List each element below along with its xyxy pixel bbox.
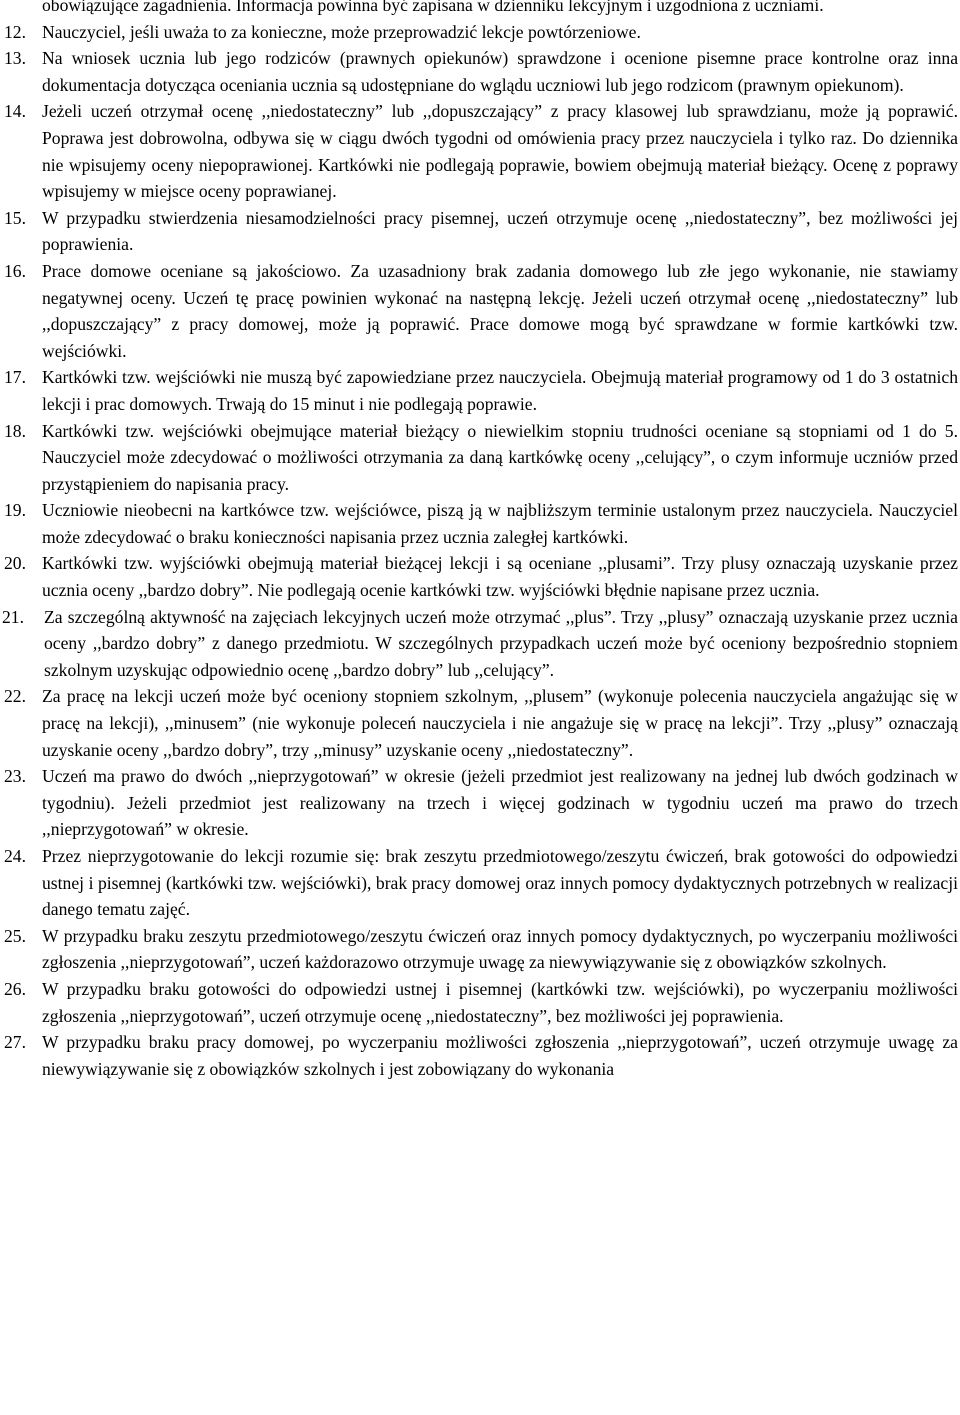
item-text: W przypadku braku gotowości do odpowiedzi ustnej i pisemnej (kartkówki tzw. wejściówki), po wyczerpaniu możliwości zgłoszenia ,,nieprzygotowań”, uczeń otrzymuje ocenę ,,niedostateczny”, bez możliwości jej poprawienia. [42,978,958,1026]
item-text: Uczeń ma prawo do dwóch ,,nieprzygotowań” w okresie (jeżeli przedmiot jest realizowany na jednej lub dwóch godzinach w tygodniu). Jeżeli przedmiot jest realizowany na trzech i więcej godzinach w tygodniu uczeń ma prawo do trzech ,,nieprzygotowań” w okresie. [42,766,958,840]
list-item-20 [0,550,958,603]
item-number: 25. [4,925,26,946]
item-text: Za szczególną aktywność na zajęciach lekcyjnych uczeń może otrzymać ,,plus”. Trzy ,,plusy” oznaczają uzyskanie przez ucznia oceny ,,bardzo dobry” z danego przedmiotu. W szczególnych przypadkach uczeń może być oceniony bezpośrednio stopniem szkolnym uzyskując odpowiednio ocenę ,,bardzo dobry” lub ,,celujący”. [44,606,958,680]
list-item-23 [0,763,958,843]
item-number: 18. [4,420,26,441]
item-number: 22. [4,686,26,707]
item-text: Kartkówki tzw. wyjściówki obejmują materiał bieżącej lekcji i są oceniane ,,plusami”. Trzy plusy oznaczają uzyskanie przez ucznia oceny ,,bardzo dobry”. Nie podlegają ocenie kartkówki tzw. wyjściówki błędnie napisane przez ucznia. [42,553,958,601]
item-text: Na wniosek ucznia lub jego rodziców (prawnych opiekunów) sprawdzone i ocenione pisemne prace kontrolne oraz inna dokumentacja dotycząca oceniania ucznia są udostępniane do wglądu uczniowi lub jego rodzicom (prawnym opiekunom). [42,48,958,95]
item-number: 14. [4,101,26,122]
continued-paragraph: obowiązujące zagadnienia. Informacja powinna być zapisana w dzienniku lekcyjnym i uzgodniona z uczniami. [42,0,824,15]
item-text: Jeżeli uczeń otrzymał ocenę ,,niedostateczny” lub ,,dopuszczający” z pracy klasowej lub sprawdzianu, może ją poprawić. Poprawa jest dobrowolna, odbywa się w ciągu dwóch tygodni od omówienia pracy przez nauczyciela i tylko raz. Do dziennika nie wpisujemy oceny niepoprawionej. Kartkówki nie podlegają poprawie, bowiem obejmują materiał bieżący. Ocenę z poprawy wpisujemy w miejsce oceny poprawianej. [42,101,958,202]
item-number: 23. [4,766,26,787]
item-number: 20. [4,553,26,574]
list-item-22 [0,683,958,763]
list-item-15 [0,205,958,258]
item-number: 19. [4,500,26,521]
list-item-13 [0,45,958,98]
list-item-25 [0,923,958,976]
item-number: 16. [4,260,26,281]
item-text: W przypadku braku zeszytu przedmiotowego/zeszytu ćwiczeń oraz innych pomocy dydaktycznych, po wyczerpaniu możliwości zgłoszenia ,,nieprzygotowań”, uczeń każdorazowo otrzymuje uwagę za niewywiązywanie się z obowiązków szkolnych. [42,925,958,973]
item-number: 24. [4,846,26,866]
list-item-17 [0,364,958,417]
list-item-14 [0,98,958,204]
list-item-16 [0,258,958,364]
item-number: 15. [4,207,26,228]
item-number: 27. [4,1032,26,1053]
list-item-21 [0,604,958,684]
item-number: 13. [4,48,26,69]
item-number: 26. [4,978,26,999]
list-item-24 [0,843,958,923]
item-text: Prace domowe oceniane są jakościowo. Za uzasadniony brak zadania domowego lub złe jego wykonanie, nie stawiamy negatywnej oceny. Uczeń tę pracę powinien wykonać na następną lekcję. Jeżeli uczeń otrzymał ocenę ,,niedostateczny” lub ,,dopuszczający” z pracy domowej, może ją poprawić. Prace domowe mogą być sprawdzane w formie kartkówki tzw. wejściówki. [42,260,958,361]
item-text: Nauczyciel, jeśli uważa to za konieczne, może przeprowadzić lekcje powtórzeniowe. [42,21,641,42]
item-number: 21. [2,606,24,627]
list-item-19 [0,497,958,550]
item-text: Przez nieprzygotowanie do lekcji rozumie się: brak zeszytu przedmiotowego/zeszytu ćwiczeń, brak gotowości do odpowiedzi ustnej i pisemnej (kartkówki tzw. wejściówki), brak pracy domowej oraz innych pomocy dydaktycznych potrzebnych w realizacji danego tematu zajęć. [42,846,958,920]
item-text: Kartkówki tzw. wejściówki obejmujące materiał bieżący o niewielkim stopniu trudności oceniane są stopniami od 1 do 5. Nauczyciel może zdecydować o możliwości otrzymania za daną kartkówkę oceny ,,celujący”, o czym informuje uczniów przed przystąpieniem do napisania pracy. [42,420,958,494]
item-number: 12. [4,21,26,42]
item-text: W przypadku stwierdzenia niesamodzielności pracy pisemnej, uczeń otrzymuje ocenę ,,niedostateczny”, bez możliwości jej poprawienia. [42,207,958,255]
list-item-27 [0,1029,958,1082]
item-text: W przypadku braku pracy domowej, po wyczerpaniu możliwości zgłoszenia ,,nieprzygotowań”, uczeń otrzymuje uwagę za niewywiązywanie się z obowiązków szkolnych i jest zobowiązany do wykonania [42,1032,958,1079]
item-text: Za pracę na lekcji uczeń może być oceniony stopniem szkolnym, ,,plusem” (wykonuje polecenia nauczyciela angażując się w pracę na lekcji), ,,minusem” (nie wykonuje poleceń nauczyciela i nie angażuje się w pracę na lekcji”. Trzy ,,plusy” oznaczają uzyskanie oceny ,,bardzo dobry”, trzy ,,minusy” uzyskanie oceny ,,niedostateczny”. [42,686,958,760]
list-item-18 [0,418,958,498]
list-item-12 [0,19,958,46]
list-item-26 [0,976,958,1029]
item-text: Kartkówki tzw. wejściówki nie muszą być zapowiedziane przez nauczyciela. Obejmują materiał programowy od 1 do 3 ostatnich lekcji i prac domowych. Trwają do 15 minut i nie podlegają poprawie. [42,367,958,414]
item-text: Uczniowie nieobecni na kartkówce tzw. wejściówce, piszą ją w najbliższym terminie ustalonym przez nauczyciela. Nauczyciel może zdecydować o braku konieczności napisania przez ucznia zaległej kartkówki. [42,500,958,547]
item-number: 17. [4,367,26,388]
